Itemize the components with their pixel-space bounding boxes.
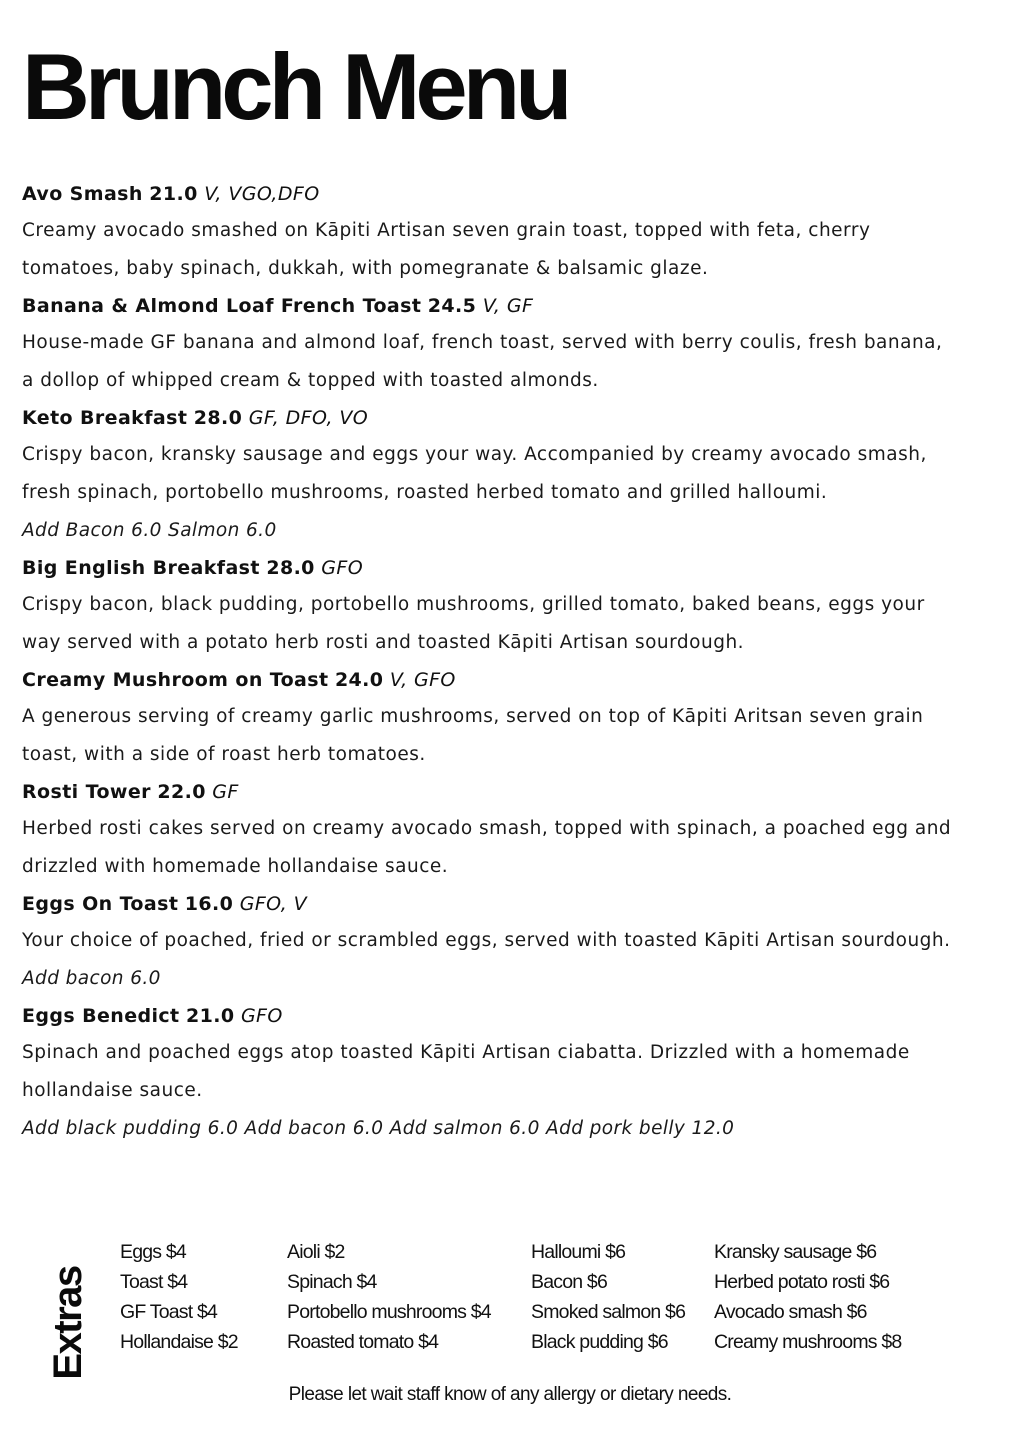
item-dietary-tags: GFO, V [239,893,308,915]
item-header [22,288,952,324]
item-price: 28.0 [193,407,243,429]
extras-column [531,1237,685,1357]
item-name: Eggs Benedict [22,1005,180,1027]
item-dietary-tags: V, VGO,DFO [204,183,320,205]
extras-item: GF Toast $4 [120,1301,218,1323]
item-description: Spinach and poached eggs atop toasted Kāpiti Artisan ciabatta. Drizzled with a homemade hollandaise sauce. [22,1042,910,1101]
item-description: A generous serving of creamy garlic mushrooms, served on top of Kāpiti Aritsan seven grain toast, with a side of roast herb tomatoes. [22,706,924,765]
item-price: 24.5 [427,295,477,317]
menu-item [22,662,952,774]
item-price: 16.0 [184,893,234,915]
item-header [22,550,952,586]
item-dietary-tags: GF [212,781,239,803]
item-price: 28.0 [266,557,315,579]
item-name: Keto Breakfast [22,407,188,429]
extras-item: Hollandaise $2 [120,1331,238,1353]
item-header [22,662,952,698]
item-name: Big English Breakfast [22,557,260,579]
extras-item: Herbed potato rosti $6 [714,1271,890,1293]
item-price: 24.0 [334,669,384,691]
item-addons: Add Bacon 6.0 Salmon 6.0 [22,520,277,541]
extras-item: Spinach $4 [287,1271,377,1293]
item-addons: Add bacon 6.0 [22,968,161,989]
extras-item: Kransky sausage $6 [714,1241,877,1263]
page-title: Brunch Menu [22,34,568,139]
item-header [22,774,952,810]
allergy-notice: Please let wait staff know of any allergy or dietary needs. [288,1384,732,1405]
item-name: Rosti Tower [22,781,151,803]
extras-column [120,1237,238,1357]
item-description: Crispy bacon, black pudding, portobello mushrooms, grilled tomato, baked beans, eggs your way served with a potato herb rosti and toasted Kāpiti Artisan sourdough. [22,594,925,653]
extras-item: Eggs $4 [120,1241,186,1263]
extras-column [287,1237,491,1357]
extras-item: Bacon $6 [531,1271,607,1293]
item-name: Creamy Mushroom on Toast [22,669,329,691]
item-dietary-tags: GF, DFO, VO [248,407,369,429]
extras-item: Black pudding $6 [531,1331,668,1353]
menu-item [22,998,952,1148]
extras-column [714,1237,901,1357]
extras-item: Toast $4 [120,1271,188,1293]
item-name: Eggs On Toast [22,893,179,915]
item-description: House-made GF banana and almond loaf, french toast, served with berry coulis, fresh banana, a dollop of whipped cream & topped with toasted almonds. [22,332,943,391]
item-description: Creamy avocado smashed on Kāpiti Artisan seven grain toast, topped with feta, cherry tomatoes, baby spinach, dukkah, with pomegranate & balsamic glaze. [22,220,871,279]
item-header [22,400,952,436]
menu-item [22,176,952,288]
item-header [22,998,952,1034]
menu-item [22,550,952,662]
extras-item: Halloumi $6 [531,1241,626,1263]
menu-item [22,774,952,886]
item-description: Herbed rosti cakes served on creamy avocado smash, topped with spinach, a poached egg and drizzled with homemade hollandaise sauce. [22,818,952,877]
item-description: Crispy bacon, kransky sausage and eggs your way. Accompanied by creamy avocado smash, fresh spinach, portobello mushrooms, roasted herbed tomato and grilled halloumi. [22,444,927,503]
extras-item: Creamy mushrooms $8 [714,1331,902,1353]
menu-item [22,886,952,998]
item-price: 21.0 [186,1005,235,1027]
item-name: Banana & Almond Loaf French Toast [22,295,422,317]
extras-item: Avocado smash $6 [714,1301,867,1323]
item-header [22,886,952,922]
menu-item [22,400,952,550]
item-addons: Add black pudding 6.0 Add bacon 6.0 Add salmon 6.0 Add pork belly 12.0 [22,1118,735,1139]
item-name: Avo Smash [22,183,143,205]
item-dietary-tags: GFO [240,1005,283,1027]
extras-item: Portobello mushrooms $4 [287,1301,491,1323]
menu-item [22,288,952,400]
menu-list [22,176,952,1148]
item-price: 22.0 [157,781,206,803]
extras-item: Aioli $2 [287,1241,345,1263]
item-price: 21.0 [149,183,198,205]
item-description: Your choice of poached, fried or scrambled eggs, served with toasted Kāpiti Artisan sourdough. [22,930,951,951]
item-header [22,176,952,212]
item-dietary-tags: V, GF [482,295,534,317]
extras-heading: Extras [46,1266,90,1380]
item-dietary-tags: GFO [321,557,364,579]
item-dietary-tags: V, GFO [389,669,456,691]
extras-item: Smoked salmon $6 [531,1301,686,1323]
extras-item: Roasted tomato $4 [287,1331,439,1353]
